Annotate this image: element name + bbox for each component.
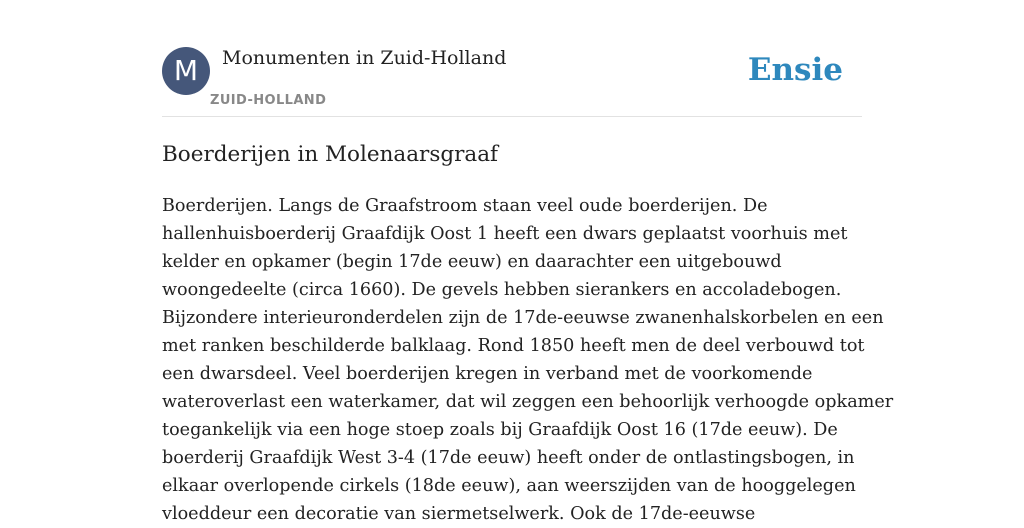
body-line: kelder en opkamer (begin 17de eeuw) en daarachter een uitgebouwd	[162, 252, 782, 272]
body-line: een dwarsdeel. Veel boerderijen kregen in verband met de voorkomende	[162, 364, 813, 384]
body-line: boerderij Graafdijk West 3-4 (17de eeuw) heeft onder de ontlastingsbogen, in	[162, 448, 855, 468]
body-line: elkaar overlopende cirkels (18de eeuw), aan weerszijden van de hooggelegen	[162, 476, 856, 496]
avatar[interactable]: M	[162, 47, 210, 95]
body-line: Bijzondere interieuronderdelen zijn de 17de-eeuwse zwanenhalskorbelen en een	[162, 308, 884, 328]
source-title[interactable]: Monumenten in Zuid-Holland	[222, 47, 507, 69]
category-label[interactable]: ZUID-HOLLAND	[210, 93, 327, 108]
body-line: Boerderijen. Langs de Graafstroom staan veel oude boerderijen. De	[162, 196, 768, 216]
article-body	[162, 192, 894, 528]
body-line: wateroverlast een waterkamer, dat wil zeggen een behoorlijk verhoogde opkamer	[162, 392, 894, 412]
body-line: toegankelijk via een hoge stoep zoals bij Graafdijk Oost 16 (17de eeuw). De	[162, 420, 838, 440]
body-line: woongedeelte (circa 1660). De gevels hebben sierankers en accoladebogen.	[162, 280, 842, 300]
body-line: met ranken beschilderde balklaag. Rond 1850 heeft men de deel verbouwd tot	[162, 336, 865, 356]
body-line: vloeddeur een decoratie van siermetselwerk. Ook de 17de-eeuwse	[162, 504, 756, 524]
brand-logo[interactable]: Ensie	[747, 52, 843, 88]
article-title: Boerderijen in Molenaarsgraaf	[162, 142, 499, 167]
header	[162, 46, 862, 117]
body-line: hallenhuisboerderij Graafdijk Oost 1 heeft een dwars geplaatst voorhuis met	[162, 224, 848, 244]
